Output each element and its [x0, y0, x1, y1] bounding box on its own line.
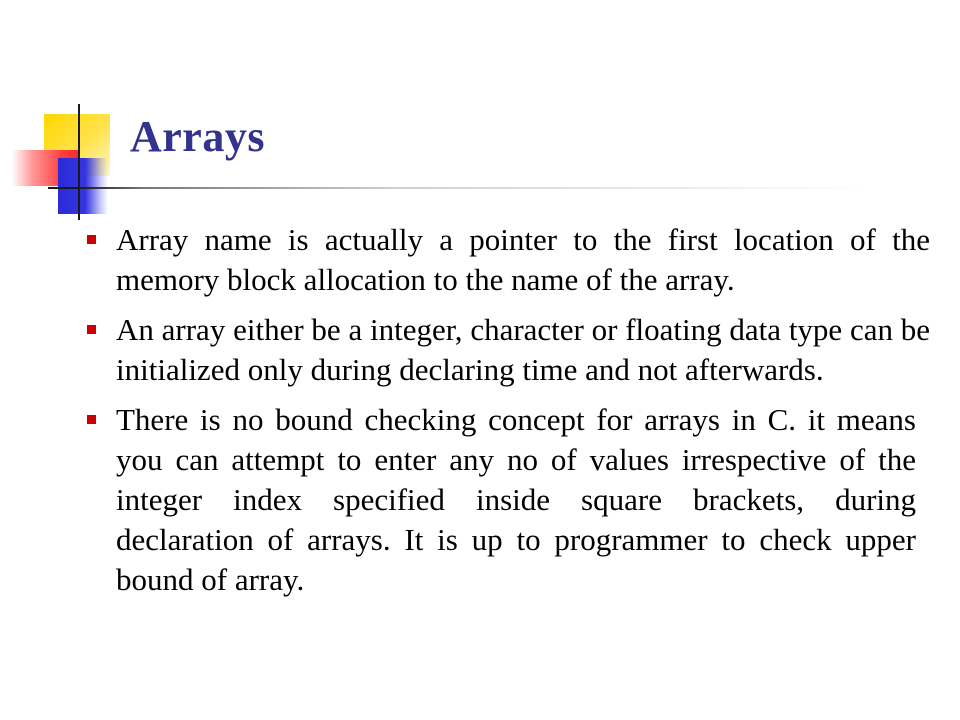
square-bullet-icon: [87, 325, 96, 334]
square-bullet-icon: [87, 415, 96, 424]
bullet-text: An array either be a integer, character or floating data type can be initialized only during declaring time and not afterwards.: [116, 312, 930, 387]
logo-blue-square: [58, 158, 108, 214]
bullet-text: There is no bound checking concept for arrays in C. it means you can attempt to enter any no of values irrespective of the integer index specified inside square brackets, during declaration of arrays. It is up to programmer to check upper bound of array.: [116, 402, 916, 597]
bullet-item: [80, 400, 930, 600]
template-logo-icon: [0, 0, 140, 230]
square-bullet-icon: [87, 235, 96, 244]
bullet-list: [80, 220, 930, 610]
logo-vertical-line: [78, 104, 80, 220]
slide-title: Arrays: [130, 112, 265, 161]
bullet-text: Array name is actually a pointer to the first location of the memory block allocation to the name of the array.: [116, 222, 930, 297]
bullet-item: [80, 220, 930, 300]
title-underline: [80, 187, 870, 189]
bullet-item: [80, 310, 930, 390]
